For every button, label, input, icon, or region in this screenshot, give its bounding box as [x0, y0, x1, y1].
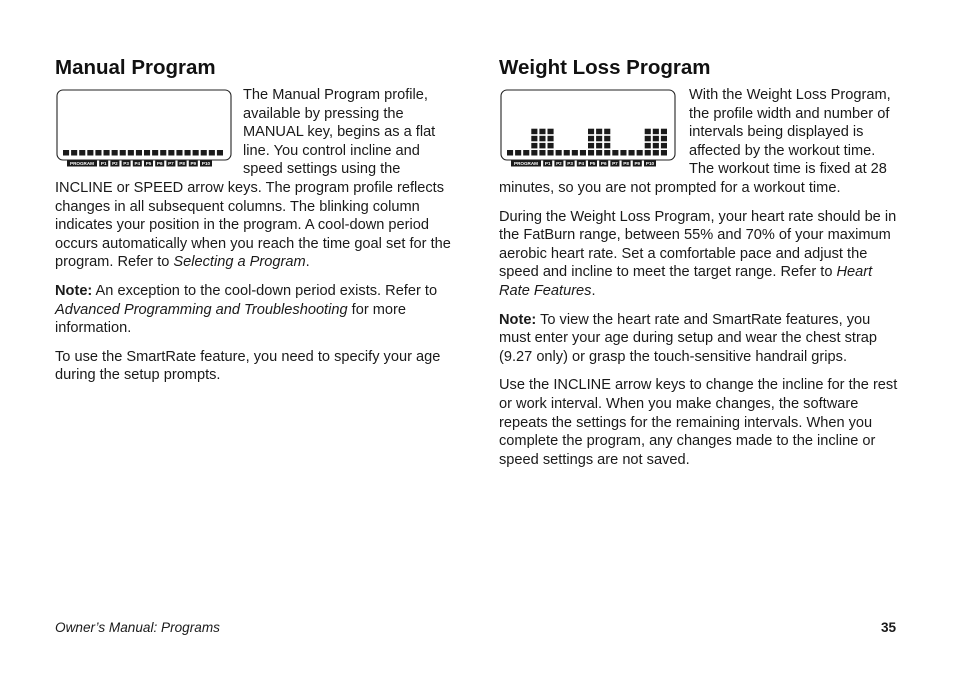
manual-label-text: P4: [134, 161, 141, 167]
weight-loss-profile-cell: [539, 136, 545, 142]
weight-loss-profile-cell: [661, 143, 667, 149]
manual-profile-column: [144, 150, 150, 156]
manual-profile-column: [71, 150, 77, 156]
weight-loss-label-text: P2: [556, 161, 562, 167]
weight-loss-segment-label: [577, 161, 586, 167]
page-number: 35: [881, 620, 897, 635]
manual-label-text: P5: [145, 161, 152, 167]
weight-loss-profile-cell: [596, 136, 602, 142]
manual-note-end: for more information.: [55, 301, 406, 337]
manual-profile-cell: [152, 150, 158, 156]
manual-profile-column: [185, 150, 191, 156]
manual-profile-cell: [120, 150, 126, 156]
weight-loss-profile-cell: [661, 136, 667, 142]
manual-profile-cell: [112, 150, 118, 156]
manual-segment-label: [144, 161, 153, 167]
manual-profile-cell: [160, 150, 166, 156]
weight-loss-label-text: P9: [634, 161, 641, 167]
weight-loss-program-heading: Weight Loss Program: [499, 56, 711, 79]
manual-note-text: An exception to the cool-down period exists. Refer to: [92, 282, 438, 299]
weight-loss-profile-column: [596, 129, 602, 156]
weight-loss-profile-cell: [548, 143, 554, 149]
manual-profile-column: [217, 150, 223, 156]
manual-program-note: [55, 282, 455, 338]
manual-label-text: P10: [201, 161, 211, 167]
weight-loss-profile-column: [548, 129, 554, 156]
manual-profile-cell: [201, 150, 207, 156]
weight-loss-profile-cell: [637, 150, 643, 156]
weight-loss-profile-cell: [653, 136, 659, 142]
heart-rate-desc-text: During the Weight Loss Program, your heart rate should be in the FatBurn range, between 55% and 70% of your maximum aerobic heart rate. Set a comfortable pace and adjust the speed and incline to meet the target range. Refer to: [499, 208, 897, 281]
weight-loss-profile-column: [629, 150, 635, 156]
weight-loss-label-text: P3: [567, 161, 573, 167]
weight-loss-segment-label: [588, 161, 597, 167]
manual-display-frame: [57, 90, 231, 160]
weight-loss-display-frame: [501, 90, 675, 160]
manual-profile-column: [120, 150, 126, 156]
manual-profile-column: [201, 150, 207, 156]
weight-loss-profile-cell: [564, 150, 570, 156]
weight-loss-profile-cell: [604, 136, 610, 142]
manual-profile-column: [168, 150, 174, 156]
weight-loss-profile-column: [612, 150, 618, 156]
weight-loss-profile-cell: [588, 150, 594, 156]
manual-program-display-figure: [55, 89, 233, 167]
weight-loss-profile-cell: [531, 150, 537, 156]
weight-loss-profile-cell: [653, 150, 659, 156]
manual-profile-column: [193, 150, 199, 156]
manual-profile-cell: [79, 150, 85, 156]
weight-loss-profile-cell: [531, 136, 537, 142]
manual-segment-label: [133, 161, 142, 167]
weight-loss-profile-cell: [556, 150, 562, 156]
weight-loss-profile-cell: [645, 143, 651, 149]
manual-profile-cell: [185, 150, 191, 156]
weight-loss-profile-cell: [596, 150, 602, 156]
weight-loss-profile-cell: [645, 129, 651, 135]
manual-profile-column: [152, 150, 158, 156]
weight-loss-profile-column: [620, 150, 626, 156]
weight-loss-profile-cell: [604, 129, 610, 135]
manual-segment-label: [200, 161, 212, 167]
heart-rate-desc-end: .: [591, 282, 596, 299]
weight-loss-profile-column: [637, 150, 643, 156]
weight-loss-profile-cell: [548, 136, 554, 142]
manual-profile-column: [136, 150, 142, 156]
weight-loss-label-text: PROGRAM: [514, 161, 538, 167]
manual-label-text: P9: [190, 161, 197, 167]
manual-label-text: P2: [112, 161, 118, 167]
weight-loss-profile-cell: [539, 129, 545, 135]
manual-desc-end: .: [305, 254, 310, 271]
manual-segment-label: [155, 161, 164, 167]
weight-loss-profile-column: [523, 150, 529, 156]
note-label: Note:: [499, 311, 537, 328]
manual-segment-label: [122, 161, 131, 167]
weight-loss-profile-cell: [580, 150, 586, 156]
manual-label-text: P1: [100, 161, 107, 167]
weight-loss-profile-display: [499, 89, 677, 167]
weight-loss-segment-label: [633, 161, 642, 167]
weight-loss-profile-cell: [612, 150, 618, 156]
manual-profile-cell: [209, 150, 215, 156]
manual-profile-column: [79, 150, 85, 156]
manual-desc-text: The Manual Program profile, available by pressing the MANUAL key, begins as a flat line. You control incline and speed settings using the INCLINE or SPEED arrow keys. The program profile reflects changes in all subsequent columns. The blinking column indicates your position in the program. A cool-down period occurs automatically when you reach the time goal set for the program. Refer to: [55, 87, 451, 271]
weight-loss-label-text: P10: [645, 161, 655, 167]
weight-loss-profile-cell: [645, 136, 651, 142]
ref-heart-rate-features: Heart Rate Features: [499, 264, 873, 299]
manual-profile-column: [176, 150, 182, 156]
weight-loss-profile-cell: [661, 129, 667, 135]
weight-loss-profile-cell: [620, 150, 626, 156]
weight-loss-profile-column: [572, 150, 578, 156]
manual-program-heading: Manual Program: [55, 56, 216, 79]
weight-loss-note: [499, 311, 899, 367]
note-label: Note:: [55, 282, 93, 299]
weight-loss-profile-cell: [588, 143, 594, 149]
weight-loss-profile-cell: [588, 136, 594, 142]
weight-loss-label-text: P6: [600, 161, 607, 167]
manual-profile-cell: [71, 150, 77, 156]
weight-loss-profile-cell: [645, 150, 651, 156]
manual-profile-column: [128, 150, 134, 156]
manual-profile-column: [160, 150, 166, 156]
manual-profile-cell: [217, 150, 223, 156]
manual-program-section: [55, 55, 455, 395]
manual-segment-label: [110, 161, 119, 167]
manual-segment-label: [178, 161, 187, 167]
manual-profile-column: [209, 150, 215, 156]
weight-loss-profile-cell: [596, 129, 602, 135]
weight-loss-label-text: P5: [589, 161, 596, 167]
weight-loss-display-figure: [499, 89, 677, 167]
incline-interval-text: Use the INCLINE arrow keys to change the incline for the rest or work interval. When you make changes, the software repeats the settings for the remaining intervals. When you complete the program, any changes made to the incline or speed settings are not saved.: [499, 377, 898, 468]
weight-loss-profile-column: [515, 150, 521, 156]
weight-loss-profile-cell: [523, 150, 529, 156]
weight-loss-segment-label: [543, 161, 552, 167]
manual-ref-advanced-programming: Advanced Programming and Troubleshooting: [55, 301, 348, 318]
weight-loss-profile-cell: [539, 143, 545, 149]
manual-profile-column: [87, 150, 93, 156]
manual-label-text: PROGRAM: [70, 161, 94, 167]
weight-loss-profile-column: [531, 129, 537, 156]
manual-profile-column: [112, 150, 118, 156]
weight-loss-segment-label: [554, 161, 563, 167]
manual-profile-column: [63, 150, 69, 156]
weight-loss-profile-cell: [661, 150, 667, 156]
smartrate-setup-text: To use the SmartRate feature, you need to specify your age during the setup prompts.: [55, 348, 441, 384]
weight-loss-profile-column: [539, 129, 545, 156]
manual-segment-label: [189, 161, 198, 167]
weight-loss-label-text: P4: [578, 161, 585, 167]
weight-loss-profile-column: [588, 129, 594, 156]
weight-loss-profile-cell: [515, 150, 521, 156]
weight-loss-label-text: P1: [544, 161, 551, 167]
weight-loss-label-text: P7: [612, 161, 618, 167]
weight-loss-profile-cell: [572, 150, 578, 156]
weight-loss-profile-cell: [548, 150, 554, 156]
weight-loss-label-text: P8: [623, 161, 629, 167]
manual-profile-column: [104, 150, 110, 156]
manual-profile-column: [95, 150, 101, 156]
heart-rate-text: [499, 208, 899, 301]
weight-loss-profile-cell: [604, 143, 610, 149]
weight-loss-profile-cell: [531, 143, 537, 149]
weight-loss-profile-column: [564, 150, 570, 156]
weight-loss-segment-label: [599, 161, 608, 167]
manual-segment-label: [99, 161, 108, 167]
manual-profile-cell: [168, 150, 174, 156]
manual-profile-cell: [104, 150, 110, 156]
weight-loss-profile-column: [556, 150, 562, 156]
weight-loss-profile-cell: [588, 129, 594, 135]
manual-profile-cell: [136, 150, 142, 156]
manual-profile-cell: [193, 150, 199, 156]
weight-loss-profile-cell: [653, 143, 659, 149]
weight-loss-profile-cell: [604, 150, 610, 156]
manual-profile-display: [55, 89, 233, 167]
weight-loss-profile-cell: [596, 143, 602, 149]
manual-label-text: P3: [123, 161, 129, 167]
weight-loss-note-text: To view the heart rate and SmartRate features, you must enter your age during setup and wear the chest strap (9.27 only) or grasp the touch-sensitive handrail grips.: [499, 311, 878, 365]
manual-label-text: P7: [168, 161, 174, 167]
weight-loss-segment-label: [622, 161, 631, 167]
weight-loss-segment-label: [610, 161, 619, 167]
weight-loss-profile-column: [604, 129, 610, 156]
weight-loss-program-section: [499, 55, 899, 479]
weight-loss-profile-cell: [653, 129, 659, 135]
weight-loss-program-label: [511, 161, 541, 167]
weight-loss-profile-cell: [539, 150, 545, 156]
manual-label-text: P8: [179, 161, 185, 167]
weight-loss-profile-column: [580, 150, 586, 156]
manual-profile-cell: [176, 150, 182, 156]
weight-loss-profile-cell: [548, 129, 554, 135]
weight-loss-profile-column: [507, 150, 513, 156]
manual-ref-selecting-program: Selecting a Program: [173, 254, 306, 271]
manual-profile-cell: [95, 150, 101, 156]
footer-title: Owner’s Manual: Programs: [55, 620, 220, 635]
manual-program-label: [67, 161, 97, 167]
manual-profile-cell: [63, 150, 69, 156]
weight-loss-profile-column: [653, 129, 659, 156]
weight-loss-description: With the Weight Loss Program, the profile width and number of intervals being displayed is affected by the workout time. The workout time is fixed at 28 minutes, so you are not prompted for a workout time.: [499, 87, 891, 196]
weight-loss-segment-label: [566, 161, 575, 167]
manual-profile-cell: [128, 150, 134, 156]
weight-loss-profile-cell: [531, 129, 537, 135]
manual-label-text: P6: [156, 161, 163, 167]
weight-loss-segment-label: [644, 161, 656, 167]
manual-profile-cell: [144, 150, 150, 156]
manual-segment-label: [166, 161, 175, 167]
weight-loss-profile-column: [645, 129, 651, 156]
weight-loss-profile-cell: [507, 150, 513, 156]
manual-profile-cell: [87, 150, 93, 156]
weight-loss-profile-column: [661, 129, 667, 156]
weight-loss-profile-cell: [629, 150, 635, 156]
